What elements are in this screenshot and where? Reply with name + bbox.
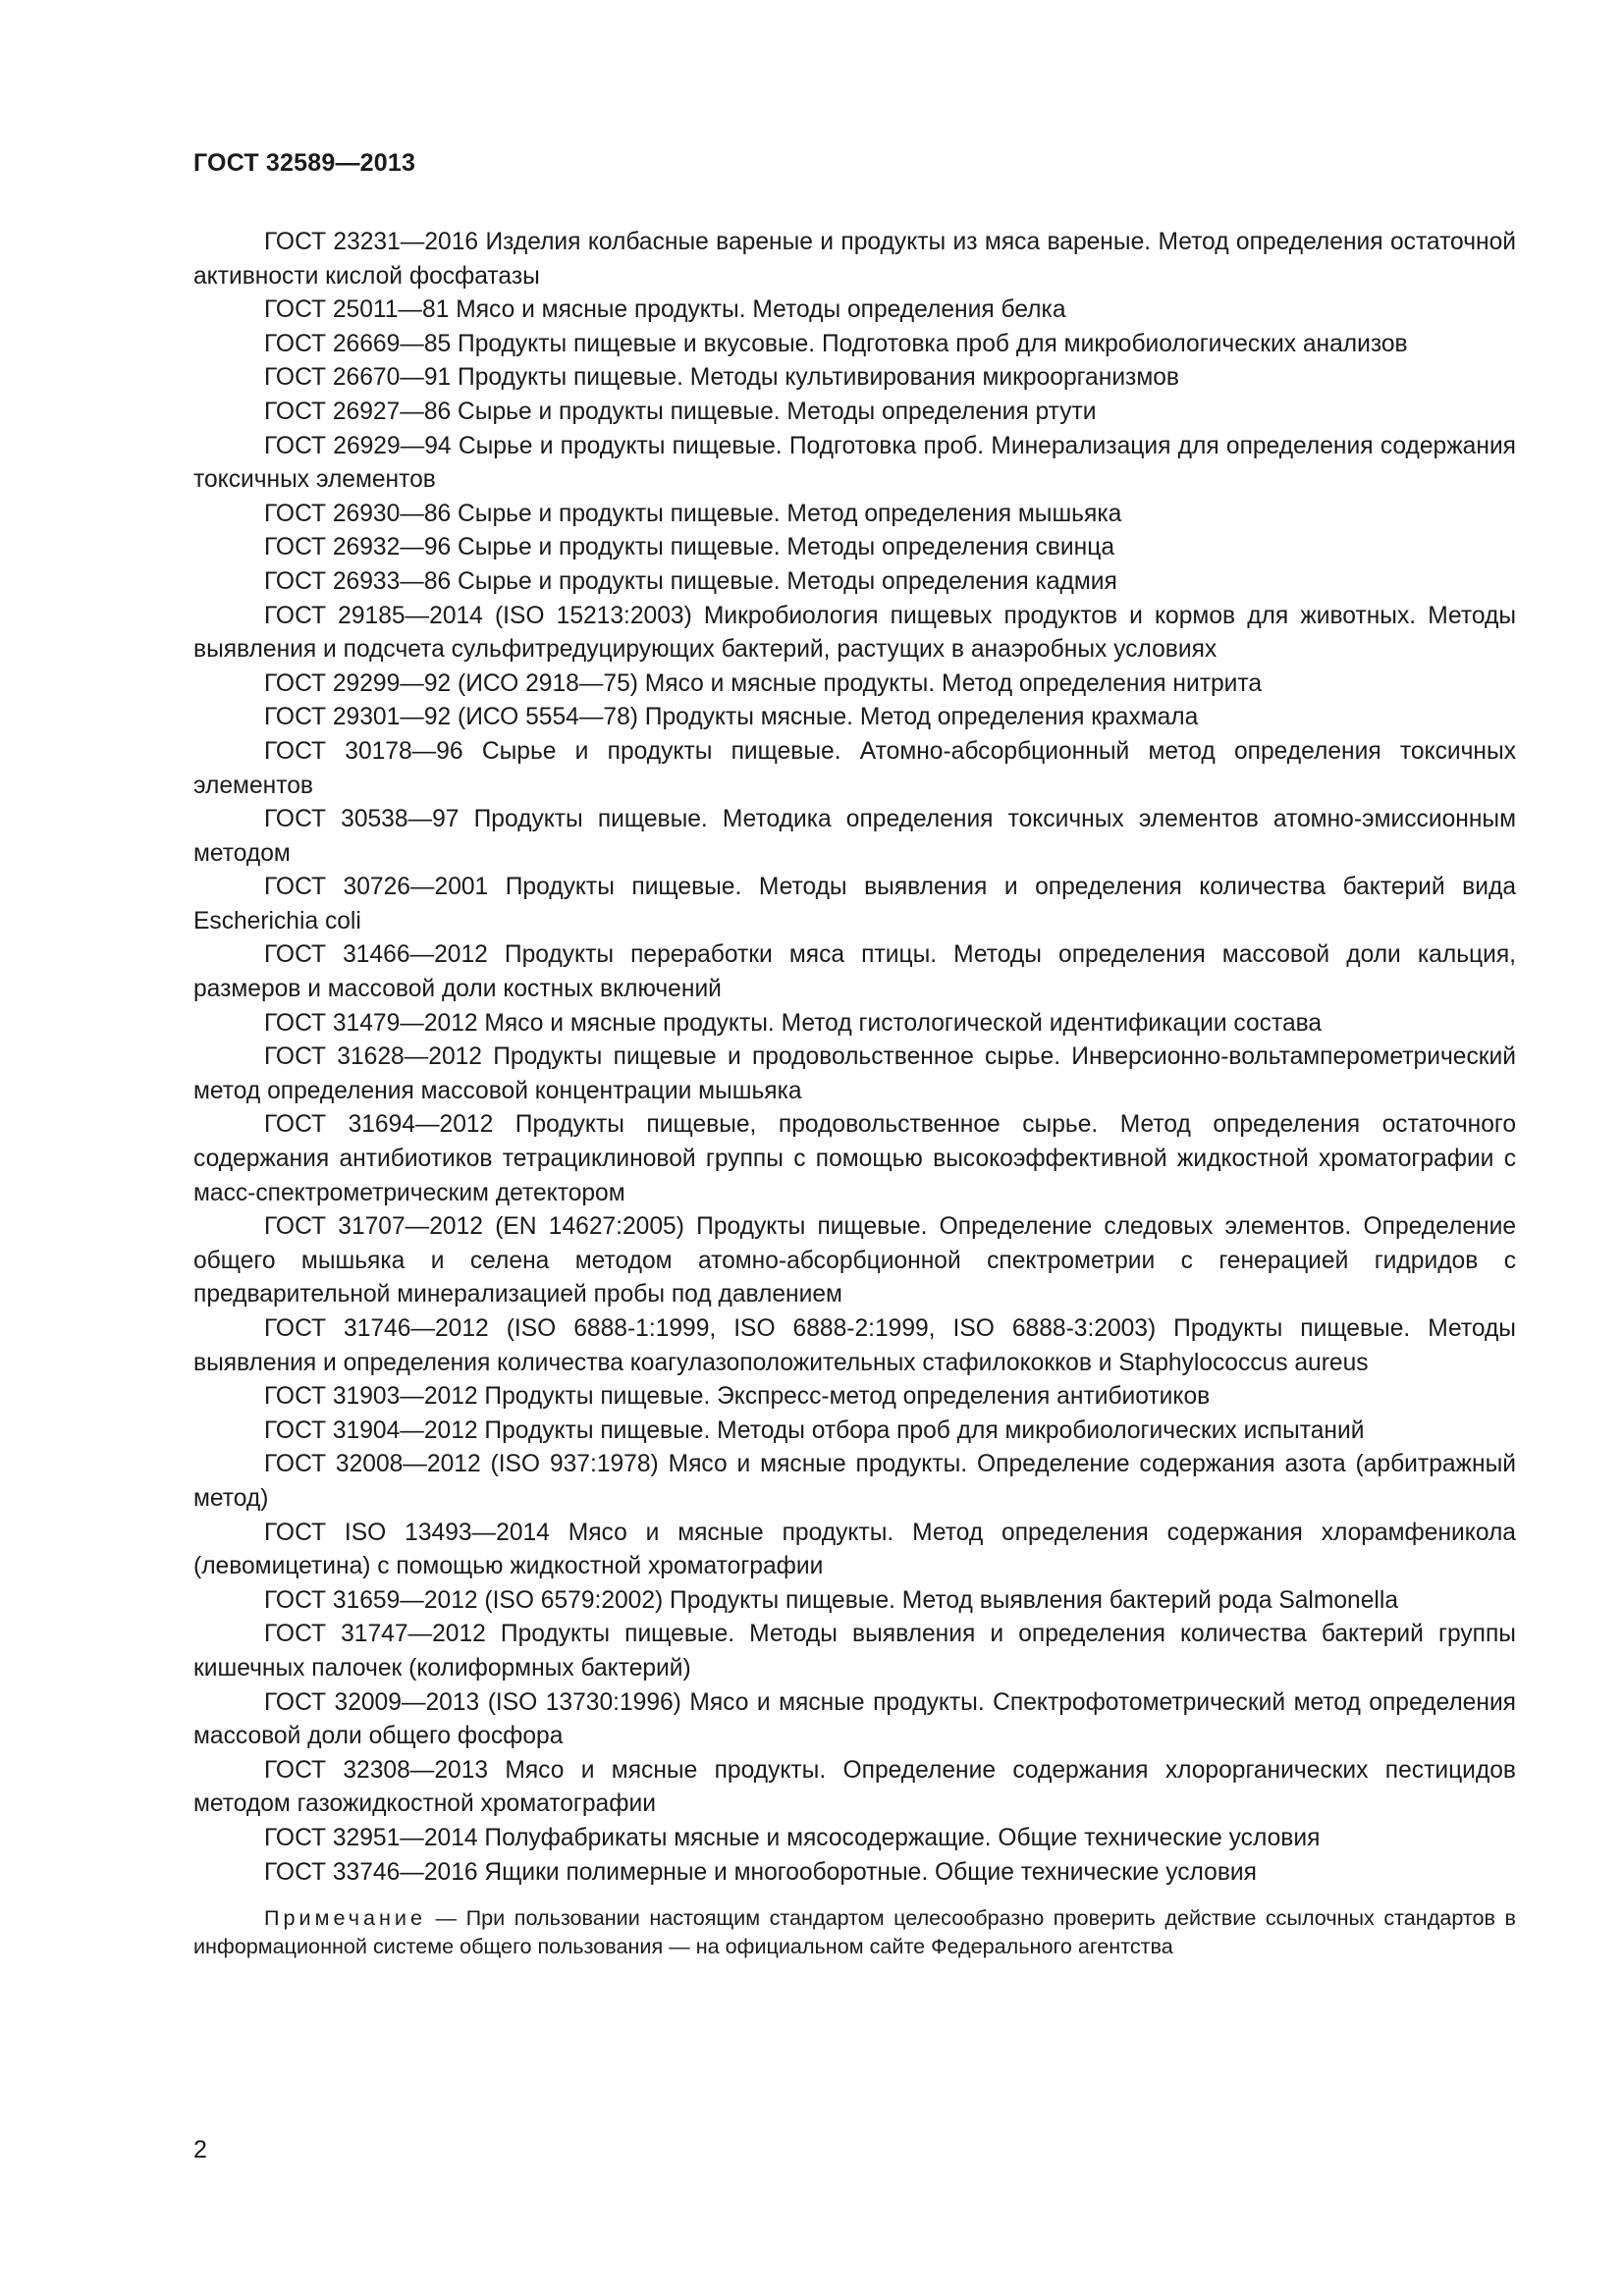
page-number: 2: [193, 2136, 207, 2163]
reference-entry: ГОСТ 30538—97 Продукты пищевые. Методика определения токсичных элементов атомно-эмиссионным методом: [193, 806, 1516, 867]
reference-entry: ГОСТ 31466—2012 Продукты переработки мяса птицы. Методы определения массовой доли кальция, размеров и массовой доли костных включений: [193, 941, 1516, 1003]
reference-entry: ГОСТ 26927—86 Сырье и продукты пищевые. Методы определения ртути: [264, 398, 1097, 425]
reference-entry: ГОСТ 31694—2012 Продукты пищевые, продовольственное сырье. Метод определения остаточного содержания антибиотиков тетрациклиновой группы с помощью высокоэффективной жидкостной хроматографии с масс-спектрометрическим детектором: [193, 1111, 1516, 1206]
reference-entry: ГОСТ 31628—2012 Продукты пищевые и продовольственное сырье. Инверсионно-вольтамперометрический метод определения массовой концентрации мышьяка: [193, 1043, 1516, 1104]
entries-container: [193, 226, 1516, 1890]
reference-entry: ГОСТ 29299—92 (ИСО 2918—75) Мясо и мясные продукты. Метод определения нитрита: [264, 669, 1263, 697]
reference-entry: ГОСТ 26669—85 Продукты пищевые и вкусовые. Подготовка проб для микробиологических анализов: [264, 330, 1408, 357]
reference-entry: ГОСТ 25011—81 Мясо и мясные продукты. Методы определения белка: [264, 296, 1066, 324]
reference-entry: ГОСТ 31707—2012 (EN 14627:2005) Продукты пищевые. Определение следовых элементов. Определение общего мышьяка и селена методом атомно-абсорбционной спектрометрии с генерацией гидридов с предварительной минерализацией пробы под давлением: [193, 1213, 1516, 1308]
reference-entry: ГОСТ 32009—2013 (ISO 13730:1996) Мясо и мясные продукты. Спектрофотометрический метод определения массовой доли общего фосфора: [193, 1688, 1516, 1750]
reference-entry: ГОСТ 32951—2014 Полуфабрикаты мясные и мясосодержащие. Общие технические условия: [264, 1824, 1321, 1851]
reference-entry: ГОСТ 26933—86 Сырье и продукты пищевые. Методы определения кадмия: [264, 567, 1117, 595]
reference-entry: ГОСТ 26932—96 Сырье и продукты пищевые. Методы определения свинца: [264, 534, 1114, 561]
note-paragraph: [193, 1903, 1516, 1960]
reference-entry: ГОСТ 31479—2012 Мясо и мясные продукты. Метод гистологической идентификации состава: [264, 1009, 1323, 1037]
reference-entry: ГОСТ 32008—2012 (ISO 937:1978) Мясо и мясные продукты. Определение содержания азота (арбитражный метод): [193, 1451, 1516, 1512]
note-label: Примечание: [264, 1905, 426, 1931]
reference-entry: ГОСТ 31747—2012 Продукты пищевые. Методы выявления и определения количества бактерий группы кишечных палочек (колиформных бактерий): [193, 1621, 1516, 1682]
reference-entry: ГОСТ 31904—2012 Продукты пищевые. Методы отбора проб для микробиологических испытаний: [264, 1416, 1365, 1444]
reference-entry: ГОСТ 30726—2001 Продукты пищевые. Методы выявления и определения количества бактерий вида Escherichia coli: [193, 874, 1516, 934]
reference-entry: ГОСТ 26929—94 Сырье и продукты пищевые. Подготовка проб. Минерализация для определения содержания токсичных элементов: [193, 432, 1516, 494]
reference-entry: ГОСТ 31659—2012 (ISO 6579:2002) Продукты пищевые. Метод выявления бактерий рода Salmonella: [264, 1586, 1399, 1614]
reference-entry: ГОСТ 26930—86 Сырье и продукты пищевые. Метод определения мышьяка: [264, 500, 1122, 527]
reference-entry: ГОСТ 29185—2014 (ISO 15213:2003) Микробиология пищевых продуктов и кормов для животных. Методы выявления и подсчета сульфитредуцирующих бактерий, растущих в анаэробных условиях: [193, 602, 1516, 664]
reference-entry: ГОСТ 30178—96 Сырье и продукты пищевые. Атомно-абсорбционный метод определения токсичных элементов: [193, 737, 1516, 799]
document-header: ГОСТ 32589—2013: [193, 149, 416, 177]
reference-entry: ГОСТ 33746—2016 Ящики полимерные и многооборотные. Общие технические условия: [264, 1858, 1257, 1886]
reference-entry: ГОСТ 32308—2013 Мясо и мясные продукты. Определение содержания хлорорганических пестицидов методом газожидкостной хроматографии: [193, 1756, 1516, 1818]
reference-entry: ГОСТ 31903—2012 Продукты пищевые. Экспресс-метод определения антибиотиков: [264, 1383, 1211, 1411]
reference-entry: ГОСТ 31746—2012 (ISO 6888-1:1999, ISO 6888-2:1999, ISO 6888-3:2003) Продукты пищевые. Методы выявления и определения количества коагулазоположительных стафилококков и Staphylococcus aureus: [193, 1315, 1516, 1376]
reference-entry: ГОСТ 29301—92 (ИСО 5554—78) Продукты мясные. Метод определения крахмала: [264, 704, 1199, 731]
reference-entry: ГОСТ 26670—91 Продукты пищевые. Методы культивирования микроорганизмов: [264, 364, 1179, 392]
note-text: — При пользовании настоящим стандартом целесообразно проверить действие ссылочных стандартов в информационной системе общего пользования — на официальном сайте Федерального агентства: [193, 1905, 1517, 1959]
references-list: [193, 226, 1516, 1982]
reference-entry: ГОСТ ISO 13493—2014 Мясо и мясные продукты. Метод определения содержания хлорамфеникола (левомицетина) с помощью жидкостной хроматографии: [193, 1519, 1516, 1580]
reference-entry: ГОСТ 23231—2016 Изделия колбасные вареные и продукты из мяса вареные. Метод определения остаточной активности кислой фосфатазы: [193, 229, 1516, 290]
